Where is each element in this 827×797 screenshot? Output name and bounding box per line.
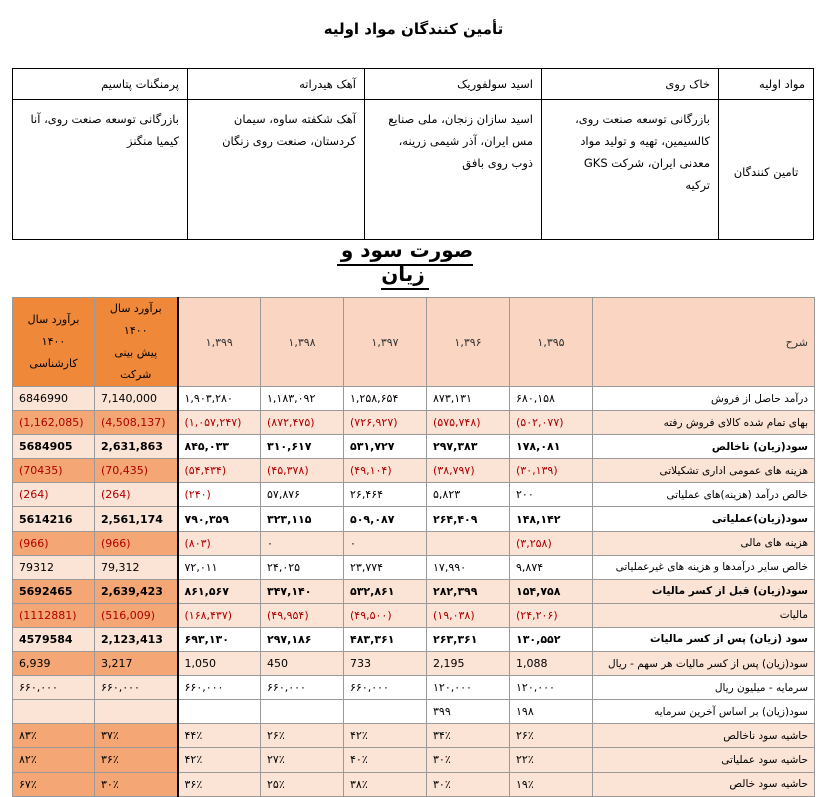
income-cell: (۸۰۳) <box>178 531 261 555</box>
income-cell: ۳۷٪ <box>95 724 178 748</box>
supplier-line: آهک شکفته ساوه، سیمان <box>233 112 356 126</box>
income-cell: ۵۰۹,۰۸۷ <box>344 507 427 531</box>
suppliers-cell <box>542 100 719 240</box>
income-row <box>13 652 815 676</box>
income-cell: ۳۶٪ <box>95 748 178 772</box>
income-row-label: درآمد حاصل از فروش <box>593 387 815 411</box>
income-cell: (۴۹,۵۰۰) <box>344 603 427 627</box>
supplier-line: کالسیمین، تهیه و تولید مواد <box>580 134 710 148</box>
income-row <box>13 772 815 796</box>
income-cell: ۲۶,۴۶۴ <box>344 483 427 507</box>
income-cell: 79,312 <box>95 555 178 579</box>
suppliers-row-label: تامین کنندگان <box>719 100 814 240</box>
income-cell: 2,639,423 <box>95 579 178 603</box>
income-cell: ۲۷٪ <box>261 748 344 772</box>
suppliers-header-row <box>13 69 814 100</box>
header-year: ۱,۳۹۵ <box>510 298 593 387</box>
income-cell: ۴۰٪ <box>344 748 427 772</box>
income-row-label: سود(زیان) پس از کسر مالیات هر سهم - ریال <box>593 652 815 676</box>
income-cell: ۲۸۲,۳۹۹ <box>427 579 510 603</box>
income-cell: (۷۲۶,۹۲۷) <box>344 411 427 435</box>
income-cell: ۳۰٪ <box>427 748 510 772</box>
income-row-label: سود(زیان) قبل از کسر مالیات <box>593 579 815 603</box>
income-cell: ۳۸٪ <box>344 772 427 796</box>
income-cell: 79312 <box>13 555 95 579</box>
income-cell: (۳,۲۵۸) <box>510 531 593 555</box>
income-cell <box>427 531 510 555</box>
income-row-label: هزینه های عمومی اداری تشکیلاتی <box>593 459 815 483</box>
income-cell: ۳۱۰,۶۱۷ <box>261 435 344 459</box>
income-cell: ۱۷۸,۰۸۱ <box>510 435 593 459</box>
income-cell: (۲۴,۲۰۶) <box>510 603 593 627</box>
income-cell: ۴۲٪ <box>178 748 261 772</box>
header-description: شرح <box>593 298 815 387</box>
header-forecast-expert-line2: کارشناسی <box>29 357 78 370</box>
income-cell: ۴۴٪ <box>178 724 261 748</box>
income-row-label: حاشیه سود خالص <box>593 772 815 796</box>
income-statement-title-text: صورت سود و زیان <box>337 238 473 290</box>
income-cell: ۲۶۳,۳۶۱ <box>427 627 510 651</box>
income-row <box>13 411 815 435</box>
income-cell: ۳۴۷,۱۴۰ <box>261 579 344 603</box>
income-cell: ۱۹۸ <box>510 700 593 724</box>
income-cell: ۶۷٪ <box>13 772 95 796</box>
suppliers-header-cell: خاک روی <box>542 69 719 100</box>
income-cell: ۳۰٪ <box>95 772 178 796</box>
supplier-line: ذوب روی بافق <box>462 156 533 170</box>
income-row <box>13 483 815 507</box>
income-row <box>13 676 815 700</box>
income-cell: ۷۹۰,۳۵۹ <box>178 507 261 531</box>
income-cell: ۲۹۷,۱۸۶ <box>261 627 344 651</box>
income-row <box>13 387 815 411</box>
income-cell: ۱,۹۰۳,۲۸۰ <box>178 387 261 411</box>
suppliers-header-cell: مواد اولیه <box>719 69 814 100</box>
income-cell: 5614216 <box>13 507 95 531</box>
income-cell: ۴۸۳,۳۶۱ <box>344 627 427 651</box>
income-cell <box>178 700 261 724</box>
supplier-line: مس ایران، آذر شیمی زرینه، <box>398 134 533 148</box>
income-cell: (۵۰۲,۰۷۷) <box>510 411 593 435</box>
suppliers-cell <box>188 100 365 240</box>
income-cell: (۱۹,۰۳۸) <box>427 603 510 627</box>
income-cell: ۶۹۳,۱۳۰ <box>178 627 261 651</box>
income-cell: 1,088 <box>510 652 593 676</box>
income-statement-title <box>320 238 490 286</box>
income-row <box>13 627 815 651</box>
income-cell <box>344 700 427 724</box>
income-row-label: سود(زیان) بر اساس آخرین سرمایه <box>593 700 815 724</box>
suppliers-header-cell: اسید سولفوریک <box>365 69 542 100</box>
income-row-label: سرمایه - میلیون ریال <box>593 676 815 700</box>
income-row-label: خالص درآمد (هزینه)های عملیاتی <box>593 483 815 507</box>
income-cell: (۵۷۵,۷۴۸) <box>427 411 510 435</box>
suppliers-cell <box>365 100 542 240</box>
header-forecast-expert-line1: برآورد سال ۱۴۰۰ <box>27 313 80 348</box>
income-cell: ۰ <box>261 531 344 555</box>
income-cell: (۲۴۰) <box>178 483 261 507</box>
income-cell: ۲۹۷,۳۸۳ <box>427 435 510 459</box>
income-cell: (۴۵,۳۷۸) <box>261 459 344 483</box>
suppliers-body-row <box>13 100 814 240</box>
income-header-row <box>13 298 815 387</box>
income-row <box>13 531 815 555</box>
header-forecast-expert <box>13 298 95 387</box>
income-cell: ۷۲,۰۱۱ <box>178 555 261 579</box>
income-cell: 2,631,863 <box>95 435 178 459</box>
income-cell: ۴۲٪ <box>344 724 427 748</box>
suppliers-title: تأمین کنندگان مواد اولیه <box>323 20 504 38</box>
income-row-label: سود(زیان)عملیاتی <box>593 507 815 531</box>
income-cell: ۱۵۴,۷۵۸ <box>510 579 593 603</box>
income-cell: (۵۴,۴۳۴) <box>178 459 261 483</box>
income-cell: ۱,۲۵۸,۶۵۴ <box>344 387 427 411</box>
income-cell: ۶۶۰,۰۰۰ <box>95 676 178 700</box>
income-row-label: مالیات <box>593 603 815 627</box>
income-cell: ۱۲۰,۰۰۰ <box>510 676 593 700</box>
income-row <box>13 555 815 579</box>
income-row-label: سود(زیان) ناخالص <box>593 435 815 459</box>
income-cell: 1,050 <box>178 652 261 676</box>
income-cell: ۲۳,۷۷۴ <box>344 555 427 579</box>
income-cell: ۹,۸۷۴ <box>510 555 593 579</box>
income-row <box>13 459 815 483</box>
header-year: ۱,۳۹۹ <box>178 298 261 387</box>
income-cell: (۴۹,۹۵۴) <box>261 603 344 627</box>
income-cell: ۳۶٪ <box>178 772 261 796</box>
income-row <box>13 700 815 724</box>
supplier-line: معدنی ایران، شرکت GKS <box>583 156 710 170</box>
income-cell: 6,939 <box>13 652 95 676</box>
income-cell: 7,140,000 <box>95 387 178 411</box>
income-cell: (۱۶۸,۴۳۷) <box>178 603 261 627</box>
income-row <box>13 435 815 459</box>
supplier-line: ترکیه <box>685 178 710 192</box>
income-cell: ۲۶٪ <box>261 724 344 748</box>
income-cell <box>95 700 178 724</box>
income-cell: ۱۹٪ <box>510 772 593 796</box>
income-cell: ۲۴,۰۲۵ <box>261 555 344 579</box>
income-cell: 2,561,174 <box>95 507 178 531</box>
income-cell: 5684905 <box>13 435 95 459</box>
income-statement-table <box>12 297 815 797</box>
income-cell: ۲۰۰ <box>510 483 593 507</box>
income-row-label: هزینه های مالی <box>593 531 815 555</box>
income-row-label: حاشیه سود عملیاتی <box>593 748 815 772</box>
income-cell: (516,009) <box>95 603 178 627</box>
income-cell <box>261 700 344 724</box>
income-cell: (۱,۰۵۷,۲۴۷) <box>178 411 261 435</box>
income-row <box>13 507 815 531</box>
income-cell: ۵۳۱,۷۲۷ <box>344 435 427 459</box>
income-cell: ۱۷,۹۹۰ <box>427 555 510 579</box>
suppliers-cell <box>13 100 188 240</box>
header-forecast-company-line1: برآورد سال ۱۴۰۰ <box>109 302 162 337</box>
income-cell: ۳۴٪ <box>427 724 510 748</box>
header-year: ۱,۳۹۶ <box>427 298 510 387</box>
income-cell: ۱۲۰,۰۰۰ <box>427 676 510 700</box>
income-cell: ۶۸۰,۱۵۸ <box>510 387 593 411</box>
income-cell: ۲۶٪ <box>510 724 593 748</box>
income-cell: ۲۲٪ <box>510 748 593 772</box>
income-row-label: بهای تمام شده کالای فروش رفته <box>593 411 815 435</box>
supplier-line: کیمیا منگنز <box>126 134 179 148</box>
income-cell: (۳۰,۱۳۹) <box>510 459 593 483</box>
income-cell: ۱۴۸,۱۴۲ <box>510 507 593 531</box>
income-cell: 5692465 <box>13 579 95 603</box>
income-row-label: حاشیه سود ناخالص <box>593 724 815 748</box>
income-cell: ۰ <box>344 531 427 555</box>
income-cell: ۵۳۲,۸۶۱ <box>344 579 427 603</box>
income-cell: ۵,۸۲۳ <box>427 483 510 507</box>
income-cell: ۶۶۰,۰۰۰ <box>344 676 427 700</box>
income-cell: ۶۶۰,۰۰۰ <box>261 676 344 700</box>
income-cell: (70,435) <box>95 459 178 483</box>
income-cell: ۳۲۳,۱۱۵ <box>261 507 344 531</box>
income-cell: ۶۶۰,۰۰۰ <box>13 676 95 700</box>
income-row-label: سود (زیان) پس از کسر مالیات <box>593 627 815 651</box>
header-year: ۱,۳۹۸ <box>261 298 344 387</box>
income-cell: 2,123,413 <box>95 627 178 651</box>
header-year: ۱,۳۹۷ <box>344 298 427 387</box>
supplier-line: اسید سازان زنجان، ملی صنایع <box>388 112 533 126</box>
supplier-line: کردستان، صنعت روی زنگان <box>222 134 356 148</box>
income-cell: ۳۰٪ <box>427 772 510 796</box>
income-cell: (264) <box>95 483 178 507</box>
income-row-label: خالص سایر درآمدها و هزینه های غیرعملیاتی <box>593 555 815 579</box>
suppliers-header-cell: آهک هیدراته <box>188 69 365 100</box>
income-cell: ۱,۱۸۳,۰۹۲ <box>261 387 344 411</box>
header-forecast-company <box>95 298 178 387</box>
income-row <box>13 603 815 627</box>
income-cell: ۲۶۴,۴۰۹ <box>427 507 510 531</box>
income-cell: (70435) <box>13 459 95 483</box>
income-cell: ۸۳٪ <box>13 724 95 748</box>
income-cell: ۸۲٪ <box>13 748 95 772</box>
income-cell: 450 <box>261 652 344 676</box>
income-cell: (۸۷۲,۴۷۵) <box>261 411 344 435</box>
income-cell: 733 <box>344 652 427 676</box>
income-cell: (۴۹,۱۰۴) <box>344 459 427 483</box>
income-row <box>13 724 815 748</box>
income-row <box>13 579 815 603</box>
supplier-line: بازرگانی توسعه صنعت روی، آنا <box>30 112 179 126</box>
income-cell: ۶۶۰,۰۰۰ <box>178 676 261 700</box>
income-cell: ۱۳۰,۵۵۲ <box>510 627 593 651</box>
income-cell: 3,217 <box>95 652 178 676</box>
income-cell: ۵۷,۸۷۶ <box>261 483 344 507</box>
suppliers-table <box>12 68 814 240</box>
suppliers-header-cell: پرمنگنات پتاسیم <box>13 69 188 100</box>
income-cell <box>13 700 95 724</box>
income-cell: ۸۴۵,۰۳۳ <box>178 435 261 459</box>
income-cell: (264) <box>13 483 95 507</box>
income-cell: (966) <box>95 531 178 555</box>
income-cell: 6846990 <box>13 387 95 411</box>
supplier-line: بازرگانی توسعه صنعت روی، <box>575 112 710 126</box>
income-row <box>13 748 815 772</box>
income-cell: ۸۷۳,۱۳۱ <box>427 387 510 411</box>
income-cell: ۳۹۹ <box>427 700 510 724</box>
income-cell: (4,508,137) <box>95 411 178 435</box>
income-cell: ۸۶۱,۵۶۷ <box>178 579 261 603</box>
income-cell: ۲۵٪ <box>261 772 344 796</box>
income-cell: 2,195 <box>427 652 510 676</box>
header-forecast-company-line2: پیش بینی شرکت <box>114 346 158 381</box>
income-cell: 4579584 <box>13 627 95 651</box>
income-cell: (۳۸,۷۹۷) <box>427 459 510 483</box>
income-cell: (966) <box>13 531 95 555</box>
income-cell: (1,162,085) <box>13 411 95 435</box>
income-cell: (1112881) <box>13 603 95 627</box>
